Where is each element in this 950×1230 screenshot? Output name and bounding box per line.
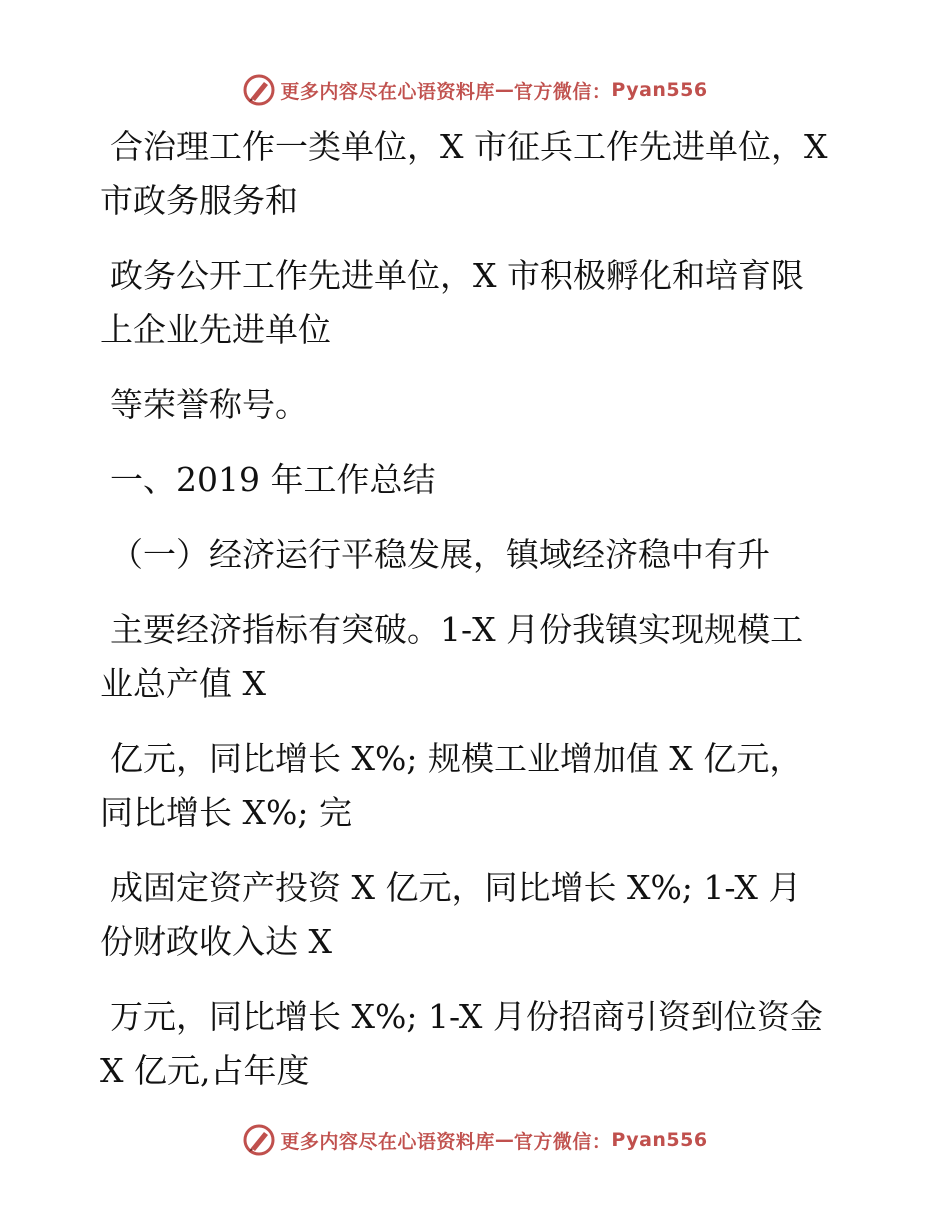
paragraph-continuation: X 亿元,占年度 [100,1051,310,1090]
paragraph-continuation: 市政务服务和 [100,181,298,220]
paragraph-first-line: 合治理工作一类单位，X 市征兵工作先进单位，X [110,127,828,166]
subsection-heading-text: （一）经济运行平稳发展，镇域经济稳中有升 [110,535,770,574]
paragraph-continuation: 业总产值 X [100,664,266,703]
paragraph-first-line: 等荣誉称号。 [110,385,308,424]
watermark-footer [0,1120,950,1160]
watermark-header [0,70,950,110]
subsection-heading [100,528,860,582]
paragraph [100,861,860,969]
paragraph [100,603,860,711]
paragraph-continuation: 份财政收入达 X [100,922,332,961]
paragraph [100,120,860,228]
paragraph-first-line: 亿元，同比增长 X%; 规模工业增加值 X 亿元， [110,739,803,778]
paragraph-first-line: 成固定资产投资 X 亿元，同比增长 X%; 1-X 月 [110,868,802,907]
paragraph-continuation: 上企业先进单位 [100,310,331,349]
watermark-wechat-id: Pyan556 [611,1129,708,1151]
watermark-separator: — [494,79,514,101]
section-heading [100,453,860,507]
pen-logo-icon [242,73,276,107]
paragraph-continuation: 同比增长 X%; 完 [100,793,352,832]
paragraph [100,732,860,840]
paragraph-first-line: 万元，同比增长 X%; 1-X 月份招商引资到位资金 [110,997,823,1036]
watermark-text: 更多内容尽在心语资料库 [280,80,495,103]
section-heading-text: 一、2019 年工作总结 [110,460,436,499]
paragraph [100,378,860,432]
paragraph [100,990,860,1098]
watermark-wechat-label: 官方微信： [513,80,612,103]
watermark-wechat-id: Pyan556 [611,79,708,101]
watermark-wechat-label: 官方微信： [513,1130,612,1153]
document-body [100,120,860,1119]
pen-logo-icon [242,1123,276,1157]
paragraph [100,249,860,357]
watermark-separator: — [494,1129,514,1151]
paragraph-first-line: 主要经济指标有突破。1-X 月份我镇实现规模工 [110,610,804,649]
paragraph-first-line: 政务公开工作先进单位，X 市积极孵化和培育限 [110,256,804,295]
watermark-text: 更多内容尽在心语资料库 [280,1130,495,1153]
